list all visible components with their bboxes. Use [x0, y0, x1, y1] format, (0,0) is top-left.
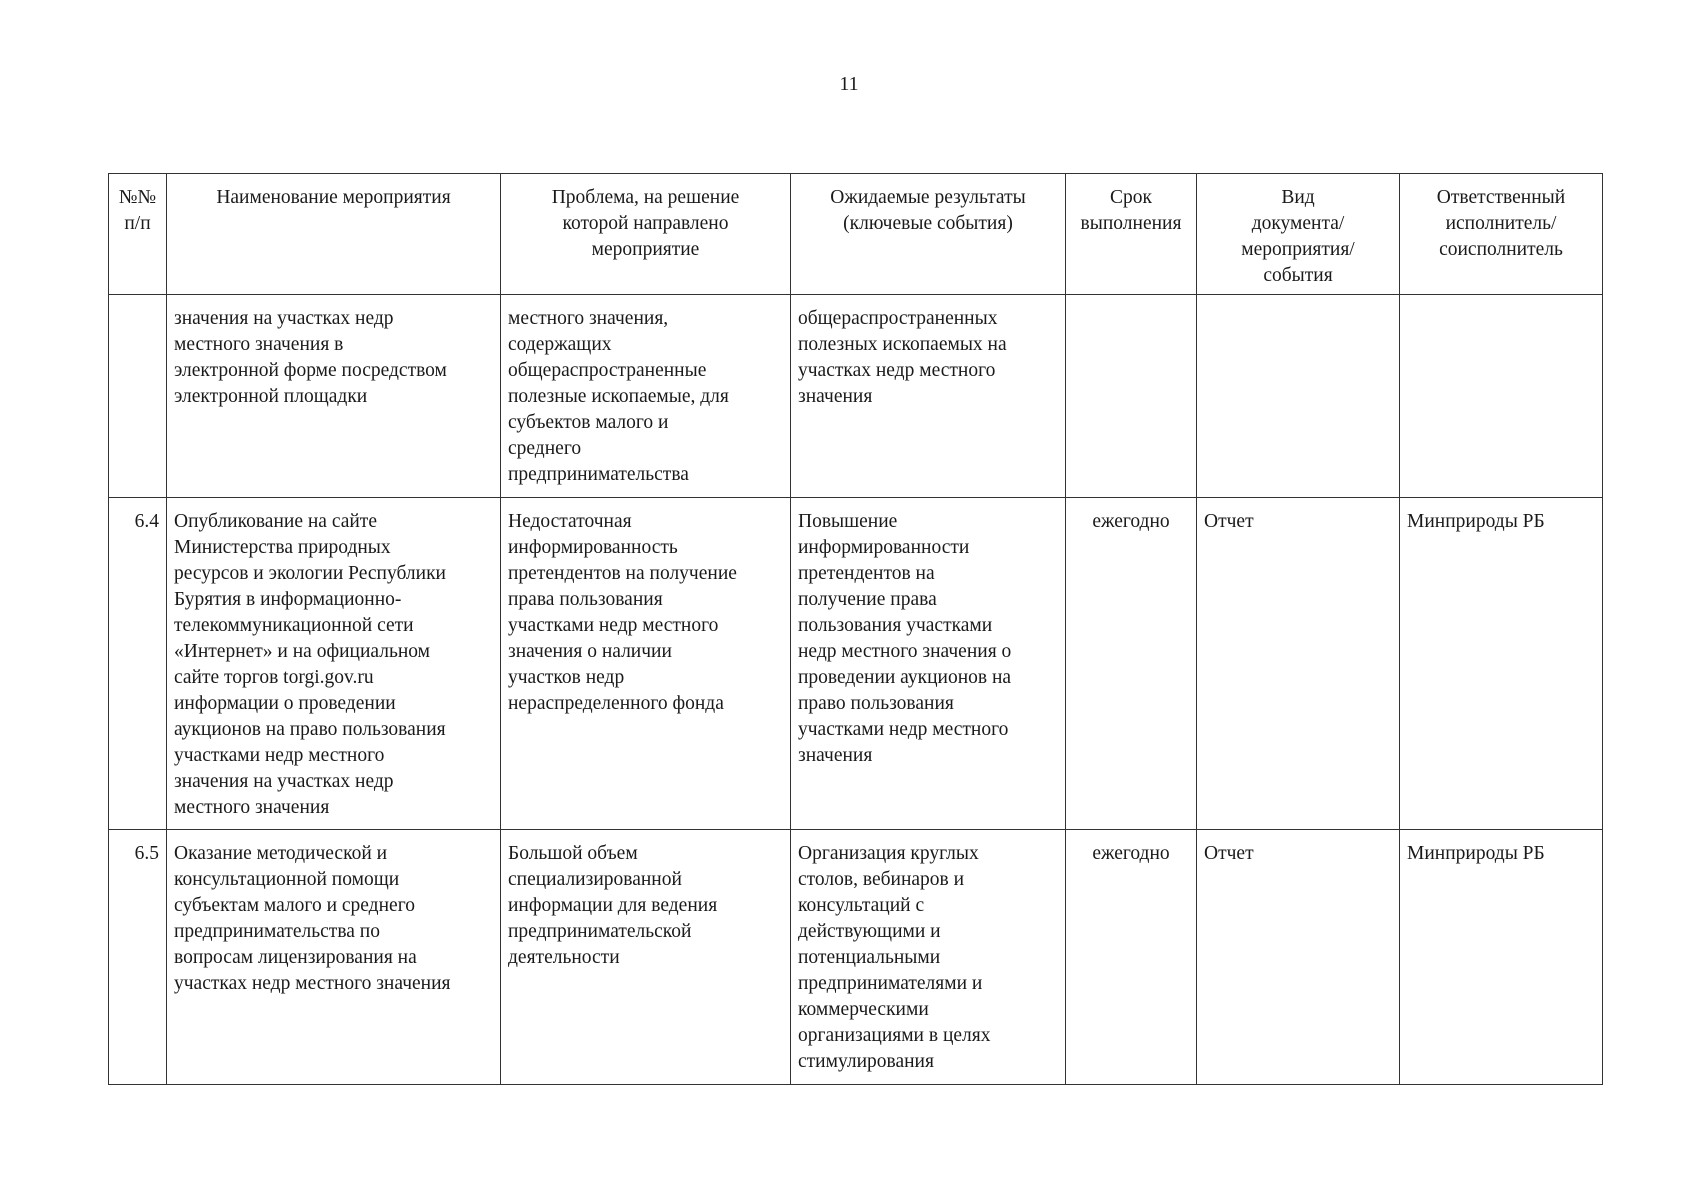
row-deadline — [1066, 295, 1197, 498]
row-responsible: Минприроды РБ — [1400, 830, 1603, 1085]
row-deadline: ежегодно — [1066, 830, 1197, 1085]
header-responsible: Ответственный исполнитель/ соисполнитель — [1400, 174, 1603, 295]
row-results: общераспространенных полезных ископаемых на участках недр местного значения — [791, 295, 1066, 498]
table-row — [109, 295, 1603, 498]
table-row — [109, 830, 1603, 1085]
row-responsible — [1400, 295, 1603, 498]
header-doc-type: Вид документа/ мероприятия/ события — [1197, 174, 1400, 295]
row-problem: Большой объем специализированной информации для ведения предпринимательской деятельности — [501, 830, 791, 1085]
row-num — [109, 295, 167, 498]
row-name: Оказание методической и консультационной помощи субъектам малого и среднего предпринимательства по вопросам лицензирования на участках недр местного значения — [167, 830, 501, 1085]
row-results: Повышение информированности претендентов на получение права пользования участками недр местного значения о проведении аукционов на право пользования участками недр местного значения — [791, 498, 1066, 830]
table-row — [109, 498, 1603, 830]
page-number: 11 — [839, 73, 859, 95]
header-name: Наименование мероприятия — [167, 174, 501, 295]
row-results: Организация круглых столов, вебинаров и консультаций с действующими и потенциальными предпринимателями и коммерческими организациями в целях стимулирования — [791, 830, 1066, 1085]
row-name: Опубликование на сайте Министерства природных ресурсов и экологии Республики Бурятия в информационно- телекоммуникационной сети «Интернет» и на официальном сайте торгов torgi.gov.ru информации о проведении аукционов на право пользования участками недр местного значения на участках недр местного значения — [167, 498, 501, 830]
header-problem: Проблема, на решение которой направлено мероприятие — [501, 174, 791, 295]
row-doc-type: Отчет — [1197, 498, 1400, 830]
row-responsible: Минприроды РБ — [1400, 498, 1603, 830]
header-deadline: Срок выполнения — [1066, 174, 1197, 295]
row-num: 6.5 — [109, 830, 167, 1085]
measures-table — [108, 173, 1603, 1085]
header-results: Ожидаемые результаты (ключевые события) — [791, 174, 1066, 295]
row-num: 6.4 — [109, 498, 167, 830]
row-doc-type — [1197, 295, 1400, 498]
row-problem: Недостаточная информированность претендентов на получение права пользования участками недр местного значения о наличии участков недр нераспределенного фонда — [501, 498, 791, 830]
header-num: №№ п/п — [109, 174, 167, 295]
row-doc-type: Отчет — [1197, 830, 1400, 1085]
row-problem: местного значения, содержащих общераспространенные полезные ископаемые, для субъектов малого и среднего предпринимательства — [501, 295, 791, 498]
row-deadline: ежегодно — [1066, 498, 1197, 830]
table-header-row — [109, 174, 1603, 295]
row-name: значения на участках недр местного значения в электронной форме посредством электронной площадки — [167, 295, 501, 498]
